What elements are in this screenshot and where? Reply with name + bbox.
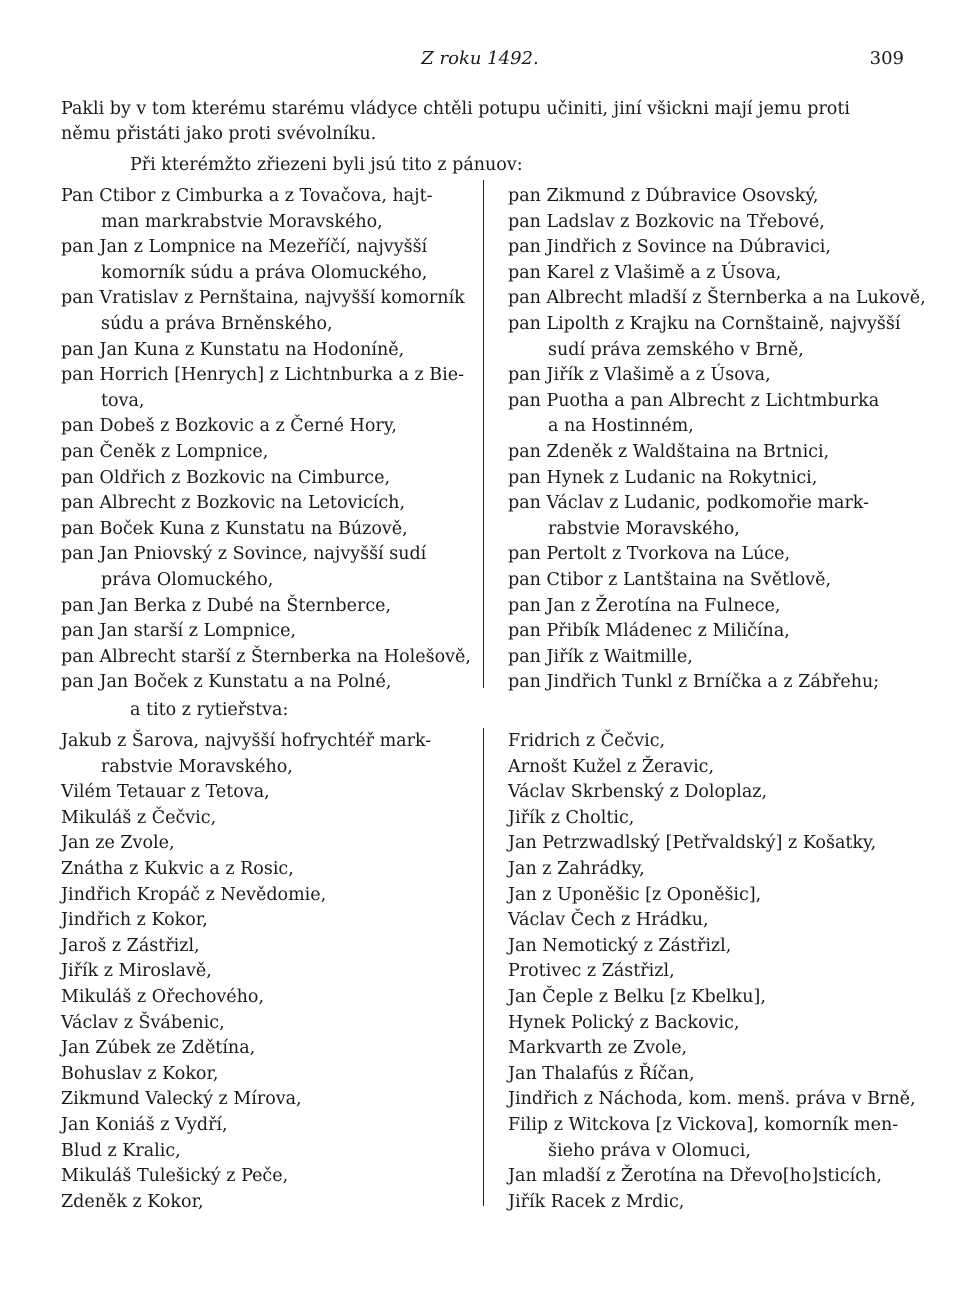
entry-line: pan Jan z Lompnice na Mezeříčí, najvyšší <box>61 237 428 258</box>
column-divider <box>483 180 484 688</box>
entry-line: pan Hynek z Ludanic na Rokytnici, <box>508 467 818 488</box>
entry-line: Jaroš z Zástřizl, <box>61 935 200 956</box>
entry-line: pan Dobeš z Bozkovic a z Černé Hory, <box>61 416 397 437</box>
entry-line: pan Václav z Ludanic, podkomořie mark- <box>508 493 870 514</box>
entry-line: Jan Nemotický z Zástřizl, <box>508 935 732 956</box>
page-number: 309 <box>869 48 904 69</box>
entry-line: Jan z Zahrádky, <box>508 858 645 879</box>
entry-line: tova, <box>101 390 145 411</box>
column-divider <box>483 728 484 1206</box>
entry-line: Jan Čeple z Belku [z Kbelku], <box>508 986 766 1007</box>
entry-line: Arnošt Kužel z Žeravic, <box>508 756 715 777</box>
entry-line: Protivec z Zástřizl, <box>508 961 675 982</box>
entry-line: sudí práva zemského v Brně, <box>548 339 804 360</box>
entry-line: pan Oldřich z Bozkovic na Cimburce, <box>61 467 391 488</box>
entry-line: pan Ctibor z Lantštaina na Světlově, <box>508 569 832 590</box>
entry-line: súdu a práva Brněnského, <box>101 313 333 334</box>
entry-line: šieho práva v Olomuci, <box>548 1140 751 1161</box>
entry-line: Jindřich Kropáč z Nevědomie, <box>61 884 327 905</box>
entry-line: Blud z Kralic, <box>61 1140 181 1161</box>
entry-line: pan Jiřík z Waitmille, <box>508 646 693 667</box>
entry-line: pan Jindřich Tunkl z Brníčka a z Zábřehu; <box>508 672 880 693</box>
entry-line: pan Ladslav z Bozkovic na Třebové, <box>508 211 825 232</box>
knights-heading: a tito z rytieřstva: <box>130 700 289 720</box>
entry-line: Jakub z Šarova, najvyšší hofrychtéř mark- <box>61 731 432 751</box>
entry-line: Zikmund Valecký z Mírova, <box>61 1089 302 1110</box>
knights-left-column <box>61 729 431 1215</box>
entry-line: Jindřich z Náchoda, kom. menš. práva v Brně, <box>508 1089 916 1110</box>
entry-line: Pan Ctibor z Cimburka a z Tovačova, hajt- <box>61 186 433 206</box>
entry-line: a na Hostinném, <box>548 416 694 437</box>
entry-line: Jiřík Racek z Mrdic, <box>508 1191 685 1212</box>
entry-line: pan Přibík Mládenec z Miličína, <box>508 621 790 642</box>
entry-line: pan Jan Berka z Dubé na Šternberce, <box>61 595 392 616</box>
intro-line-1: Pakli by v tom kterému starému vládyce chtěli potupu učiniti, jiní všickni mají jemu proti <box>61 99 850 119</box>
entry-line: pan Jan z Žerotína na Fulnece, <box>508 595 781 616</box>
entry-line: rabstvie Moravského, <box>548 518 740 539</box>
entry-line: pan Zikmund z Dúbravice Osovský, <box>508 186 819 206</box>
entry-line: Jiřík z Miroslavě, <box>61 961 212 982</box>
entry-line: komorník súdu a práva Olomuckého, <box>101 262 428 283</box>
lords-left-column <box>61 184 471 696</box>
entry-line: pan Boček Kuna z Kunstatu na Búzově, <box>61 518 408 539</box>
entry-line: Jan mladší z Žerotína na Dřevo[ho]sticích, <box>508 1166 882 1187</box>
entry-line: pan Albrecht z Bozkovic na Letovicích, <box>61 493 406 514</box>
entry-line: Jan Zúbek ze Zdětína, <box>61 1038 256 1059</box>
running-title: Z roku 1492. <box>421 48 539 69</box>
entry-line: Markvarth ze Zvole, <box>508 1038 688 1059</box>
entry-line: pan Albrecht starší z Šternberka na Holešově, <box>61 646 471 667</box>
entry-line: Fridrich z Čečvic, <box>508 731 666 751</box>
entry-line: Zdeněk z Kokor, <box>61 1191 204 1212</box>
lords-heading: Při kterémžto zřiezeni byli jsú tito z pánuov: <box>130 155 523 175</box>
entry-line: Jan Petrzwadlský [Petřvaldský] z Košatky, <box>508 833 877 854</box>
intro-line-2: němu přistáti jako proti svévolníku. <box>61 124 377 144</box>
entry-line: Mikuláš z Čečvic, <box>61 807 217 828</box>
entry-line: Václav Skrbenský z Doloplaz, <box>508 782 768 803</box>
entry-line: Václav z Švábenic, <box>61 1012 225 1033</box>
entry-line: pan Puotha a pan Albrecht z Lichtmburka <box>508 390 880 411</box>
entry-line: rabstvie Moravského, <box>101 756 293 777</box>
entry-line: pan Jan Boček z Kunstatu a na Polné, <box>61 672 392 693</box>
entry-line: práva Olomuckého, <box>101 569 274 590</box>
entry-line: pan Vratislav z Pernštaina, najvyšší komorník <box>61 288 465 309</box>
entry-line: pan Jindřich z Sovince na Dúbravici, <box>508 237 831 258</box>
entry-line: Mikuláš z Ořechového, <box>61 986 265 1007</box>
entry-line: pan Čeněk z Lompnice, <box>61 441 269 462</box>
entry-line: Vilém Tetauar z Tetova, <box>61 782 270 803</box>
entry-line: Filip z Witckova [z Vickova], komorník men- <box>508 1114 899 1135</box>
entry-line: pan Lipolth z Krajku na Cornštaině, najvyšší <box>508 313 901 334</box>
entry-line: Bohuslav z Kokor, <box>61 1063 219 1084</box>
entry-line: Jan z Uponěšic [z Oponěšic], <box>508 884 762 905</box>
entry-line: pan Zdeněk z Waldštaina na Brtnici, <box>508 441 830 462</box>
entry-line: pan Albrecht mladší z Šternberka a na Lukově, <box>508 288 926 309</box>
entry-line: pan Jan Kuna z Kunstatu na Hodoníně, <box>61 339 405 360</box>
entry-line: pan Horrich [Henrych] z Lichtnburka a z Bie- <box>61 365 464 386</box>
entry-line: pan Jan starší z Lompnice, <box>61 621 297 642</box>
entry-line: Václav Čech z Hrádku, <box>508 910 709 931</box>
running-head <box>0 48 960 72</box>
entry-line: Jindřich z Kokor, <box>61 910 208 931</box>
entry-line: Jiřík z Choltic, <box>508 807 635 828</box>
entry-line: pan Pertolt z Tvorkova na Lúce, <box>508 544 791 565</box>
lords-right-column <box>508 184 926 696</box>
entry-line: Jan ze Zvole, <box>61 833 175 854</box>
entry-line: Jan Thalafús z Říčan, <box>508 1063 695 1084</box>
entry-line: Mikuláš Tulešický z Peče, <box>61 1166 289 1187</box>
entry-line: Hynek Polický z Backovic, <box>508 1012 740 1033</box>
entry-line: Znátha z Kukvic a z Rosic, <box>61 858 294 879</box>
entry-line: Jan Koniáš z Vydří, <box>61 1114 228 1135</box>
knights-right-column <box>508 729 916 1215</box>
entry-line: pan Karel z Vlašimě a z Úsova, <box>508 262 782 283</box>
entry-line: man markrabstvie Moravského, <box>101 211 383 232</box>
entry-line: pan Jiřík z Vlašimě a z Úsova, <box>508 365 771 386</box>
entry-line: pan Jan Pniovský z Sovince, najvyšší sudí <box>61 544 427 565</box>
